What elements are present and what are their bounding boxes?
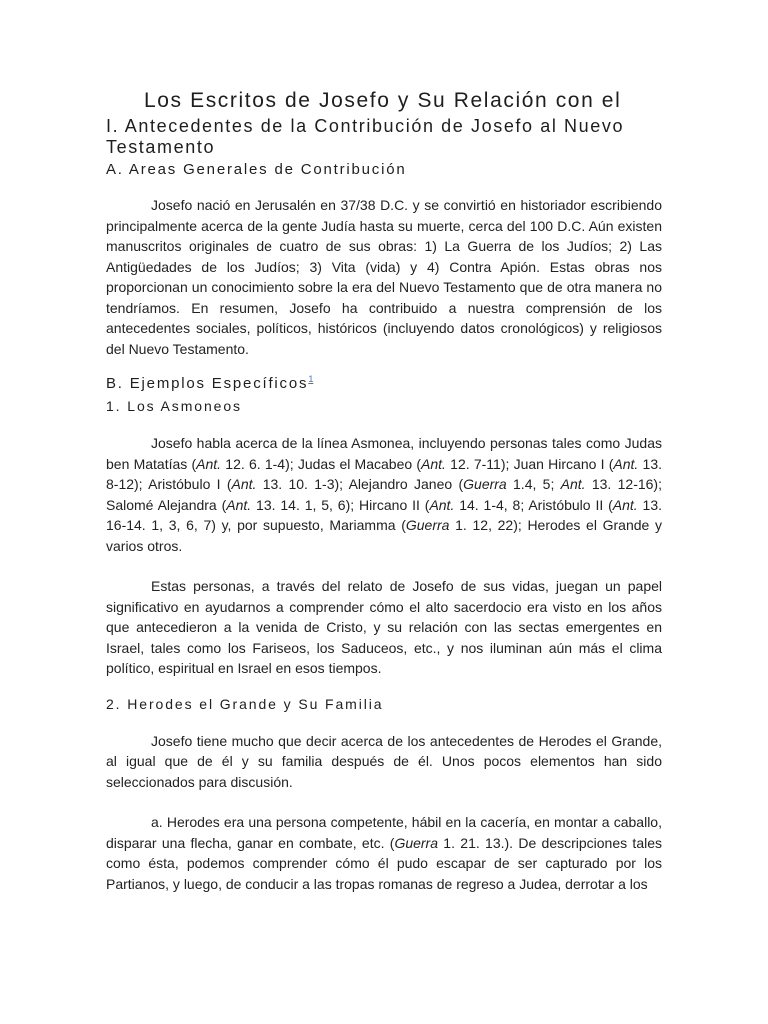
subsection-heading-ejemplos-text: B. Ejemplos Específicos — [106, 375, 309, 392]
citation-ref: Guerra — [405, 517, 450, 533]
paragraph-herodes-point-a — [106, 812, 662, 894]
footnote-link-1[interactable]: 1 — [308, 374, 314, 384]
paragraph-areas-generales: Josefo nació en Jerusalén en 37/38 D.C. y se convirtió en historiador escribiendo principalmente acerca de la gente Judía hasta su muerte, cerca del 100 D.C. Aún existen manuscritos originales de cuatro de sus obras: 1) La Guerra de los Judíos; 2) Las Antigüedades de los Judíos; 3) Vita (vida) y 4) Contra Apión. Estas obras nos proporcionan un conocimiento sobre la era del Nuevo Testamento que de otra manera no tendríamos. En resumen, Josefo ha contribuido a nuestra comprensión de los antecedentes sociales, políticos, históricos (incluyendo datos cronológicos) y religiosos del Nuevo Testamento. — [106, 197, 662, 357]
citation-ref: Ant. — [196, 455, 222, 472]
section-heading-antecedentes: I. Antecedentes de la Contribución de Josefo al Nuevo Testamento — [106, 116, 625, 157]
document-title: Los Escritos de Josefo y Su Relación con el — [144, 89, 622, 112]
item-heading-asmoneos: 1. Los Asmoneos — [106, 398, 242, 414]
subsection-heading-areas-generales: A. Areas Generales de Contribución — [106, 161, 407, 178]
citation-ref: Ant. — [613, 455, 639, 472]
text-run: 12. 7-11); Juan Hircano I ( — [445, 455, 614, 472]
text-run: 13. 12-16); Salomé Alejandra ( — [106, 476, 662, 513]
citation-ref: Ant. — [560, 476, 586, 492]
citation-ref: Ant. — [429, 496, 455, 513]
text-run: 13. 16-14. 1, 3, 6, 7) y, por supuesto, Mariamma ( — [106, 496, 663, 533]
citation-ref: Ant. — [421, 455, 446, 472]
text-run: a. Herodes era una persona competente, hábil en la cacería, en montar a caballo, disparar una flecha, ganar en combate, etc. ( — [106, 814, 662, 851]
text-run: Josefo habla acerca de la línea Asmonea, incluyendo personas tales como Judas ben Matatías ( — [106, 435, 662, 472]
text-run: 12. 6. 1-4); Judas el Macabeo ( — [221, 455, 422, 472]
text-run: 1. 12, 22); Herodes el Grande y varios otros. — [106, 517, 662, 554]
text-run: 13. 10. 1-3); Alejandro Janeo ( — [256, 476, 464, 492]
citation-ref: Guerra — [394, 834, 439, 851]
text-run: 1. 21. 13.). De descripciones tales como ésta, podemos comprender cómo él pudo escapar de ser capturado por los Partianos, y luego, de conducir a las tropas romanas de regreso a Judea, derrotar a los — [106, 834, 662, 892]
text-run: 13. 14. 1, 5, 6); Hircano II ( — [251, 496, 430, 513]
text-run: 1.4, 5; — [506, 476, 561, 492]
text-run: 13. 8-12); Aristóbulo I ( — [106, 455, 662, 492]
citation-ref: Ant. — [226, 496, 252, 513]
citation-ref: Ant. — [612, 496, 638, 513]
document-page — [106, 88, 662, 894]
citation-ref: Ant. — [231, 476, 257, 492]
paragraph-asmoneos-lineage — [106, 433, 662, 556]
text-run: 14. 1-4, 8; Aristóbulo II ( — [454, 496, 613, 513]
citation-ref: Guerra — [463, 476, 507, 492]
subsection-heading-ejemplos — [106, 374, 662, 393]
paragraph-asmoneos-significance: Estas personas, a través del relato de Josefo de sus vidas, juegan un papel significativo en ayudarnos a comprender cómo el alto sacerdocio era visto en los años que antecedieron a la venida de Cristo, y su relación con las sectas emergentes en Israel, tales como los Fariseos, los Saduceos, etc., y nos iluminan aún más el clima político, espiritual en Israel en esos tiempos. — [106, 578, 662, 676]
paragraph-herodes-intro: Josefo tiene mucho que decir acerca de los antecedentes de Herodes el Grande, al igual que de él y su familia después de él. Unos pocos elementos han sido seleccionados para discusión. — [106, 732, 662, 790]
item-heading-herodes: 2. Herodes el Grande y Su Familia — [106, 695, 384, 712]
